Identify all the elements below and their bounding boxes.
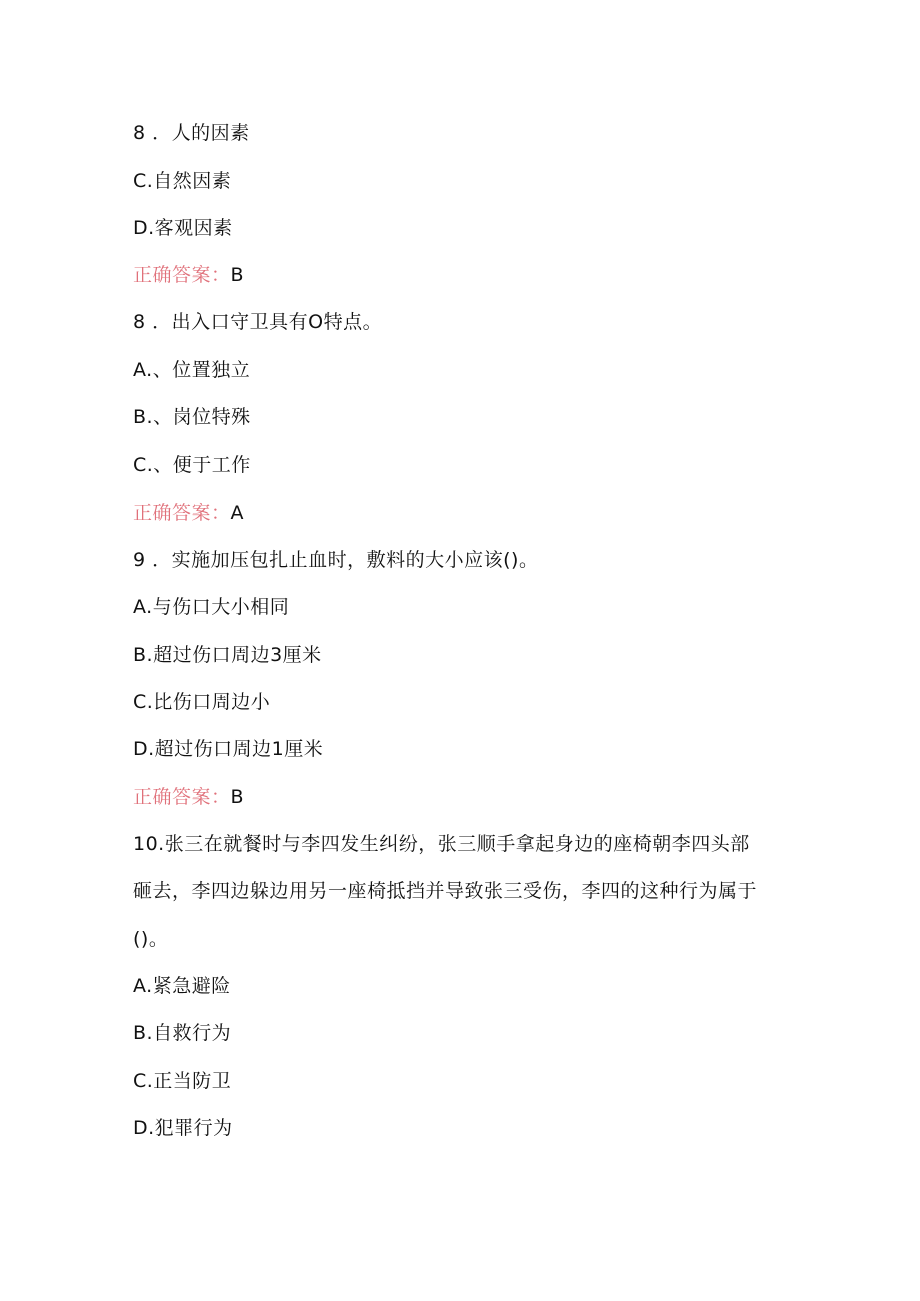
question-10-stem-line-2: 砸去，李四边躲边用另一座椅抵挡并导致张三受伤，李四的这种行为属于 [133, 880, 758, 902]
question-9-option-a: A.与伤口大小相同 [133, 596, 290, 618]
answer-label: 正确答案： [133, 502, 231, 524]
answer-label: 正确答案： [133, 786, 231, 808]
question-9-option-b: B.超过伤口周边3厘米 [133, 644, 322, 666]
question-10-option-c: C.正当防卫 [133, 1070, 232, 1092]
answer-value: A [230, 502, 245, 524]
question-8b-answer [133, 501, 244, 525]
question-9-option-d: D.超过伤口周边1厘米 [133, 738, 324, 760]
question-8a-option-c: C.自然因素 [133, 170, 232, 192]
answer-value: B [230, 786, 245, 808]
question-10-stem-line-1: 10.张三在就餐时与李四发生纠纷，张三顺手拿起身边的座椅朝李四头部 [133, 833, 750, 855]
question-8b-option-a: A.、位置独立 [133, 359, 251, 381]
question-9-answer [133, 785, 244, 809]
question-10-option-a: A.紧急避险 [133, 975, 231, 997]
question-8b-stem: 8 ．出入口守卫具有O特点。 [133, 311, 383, 333]
question-8a-answer [133, 263, 244, 287]
answer-label: 正确答案： [133, 264, 231, 286]
question-10-option-b: B.自救行为 [133, 1022, 232, 1044]
question-8b-option-b: B.、岗位特殊 [133, 406, 251, 428]
question-8a-stem: 8 ．人的因素 [133, 122, 250, 144]
question-10-stem-line-3: ()。 [133, 928, 169, 950]
answer-value: B [230, 264, 245, 286]
question-9-option-c: C.比伤口周边小 [133, 691, 271, 713]
question-9-stem: 9 ．实施加压包扎止血时，敷料的大小应该()。 [133, 549, 539, 571]
question-10-option-d: D.犯罪行为 [133, 1117, 233, 1139]
question-8a-option-d: D.客观因素 [133, 217, 233, 239]
question-8b-option-c: C.、便于工作 [133, 454, 251, 476]
